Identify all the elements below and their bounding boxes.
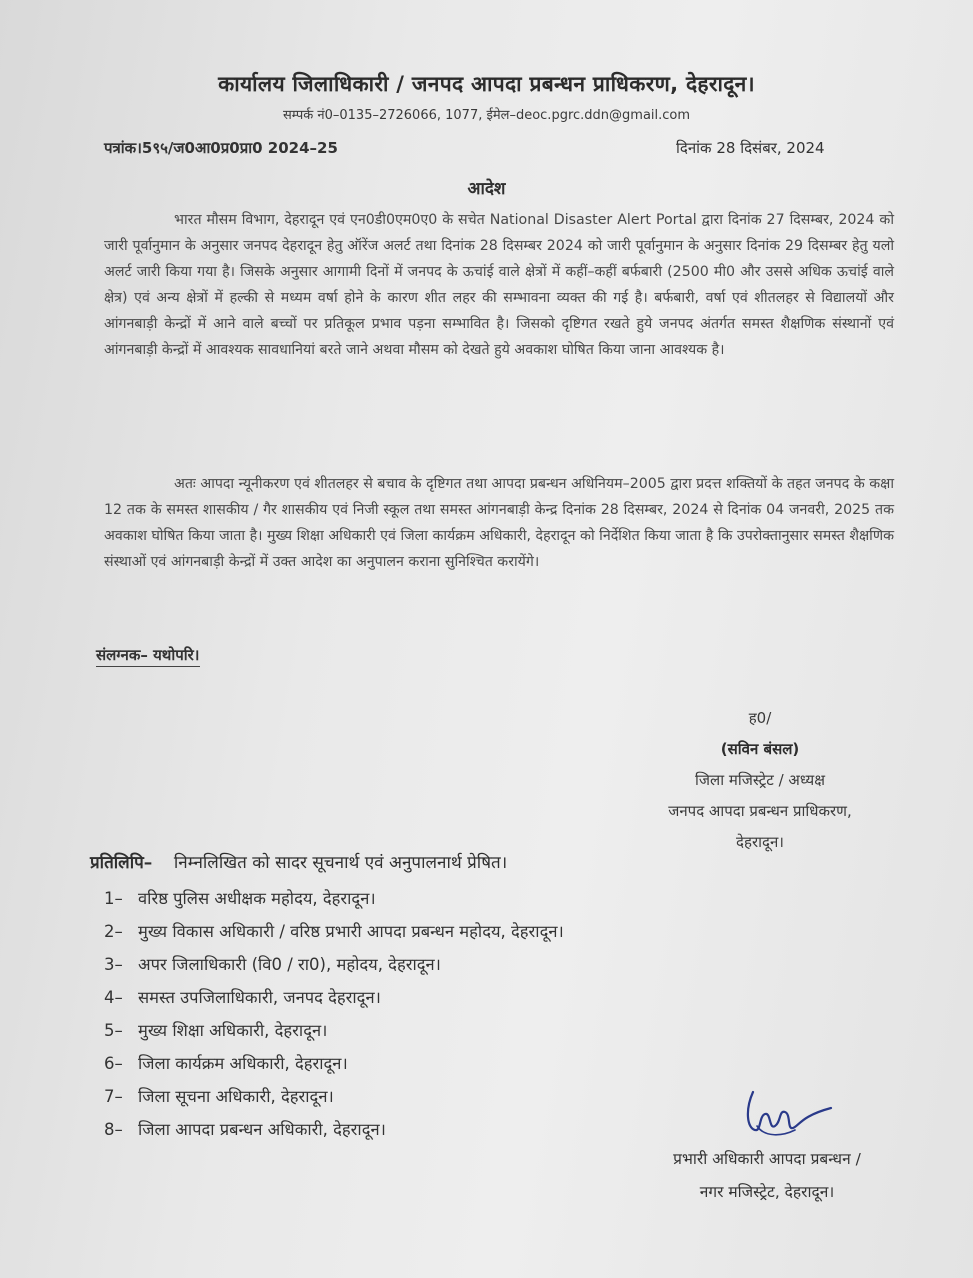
recipient-text: मुख्य शिक्षा अधिकारी, देहरादून।: [138, 1021, 328, 1040]
signatory-name: (सविन बंसल): [720, 740, 800, 758]
recipient-list: [104, 882, 564, 1146]
recipient-number: 5–: [104, 1021, 123, 1040]
recipient-number: 6–: [104, 1054, 123, 1073]
list-item: [104, 1047, 564, 1080]
recipient-number: 3–: [104, 955, 123, 974]
contact-line: सम्पर्क नं0–0135–2726066, 1077, ईमेल–deoc.pgrc.ddn@gmail.com: [282, 108, 691, 123]
copy-to-intro: [90, 850, 507, 873]
footer-officer-line-2: नगर मजिस्ट्रेट, देहरादून।: [699, 1183, 835, 1201]
list-item: [104, 1113, 564, 1146]
recipient-number: 4–: [104, 988, 123, 1007]
office-header: कार्यालय जिलाधिकारी / जनपद आपदा प्रबन्धन प्राधिकरण, देहरादून।: [218, 72, 755, 96]
reference-date: दिनांक 28 दिसंबर, 2024: [676, 139, 825, 157]
recipient-text: मुख्य विकास अधिकारी / वरिष्ठ प्रभारी आपदा प्रबन्धन महोदय, देहरादून।: [138, 922, 564, 941]
list-item: [104, 1080, 564, 1113]
order-heading: आदेश: [467, 179, 506, 199]
list-item: [104, 948, 564, 981]
list-item: [104, 1014, 564, 1047]
list-item: [104, 882, 564, 915]
recipient-number: 2–: [104, 922, 123, 941]
recipient-number: 7–: [104, 1087, 123, 1106]
recipient-text: अपर जिलाधिकारी (वि0 / रा0), महोदय, देहरादून।: [138, 955, 441, 974]
recipient-text: वरिष्ठ पुलिस अधीक्षक महोदय, देहरादून।: [138, 889, 376, 908]
recipient-text: जिला सूचना अधिकारी, देहरादून।: [138, 1087, 334, 1106]
signatory-place: देहरादून।: [736, 833, 784, 851]
footer-officer-block: [612, 1143, 922, 1209]
signatory-block: [600, 703, 920, 858]
recipient-text: समस्त उपजिलाधिकारी, जनपद देहरादून।: [138, 988, 381, 1007]
list-item: [104, 915, 564, 948]
recipient-text: जिला आपदा प्रबन्धन अधिकारी, देहरादून।: [138, 1120, 386, 1139]
recipient-number: 8–: [104, 1120, 123, 1139]
reference-number: पत्रांक।5९५/ज0आ0प्र0प्रा0 2024–25: [104, 139, 338, 157]
signatory-authority: जनपद आपदा प्रबन्धन प्राधिकरण,: [668, 802, 852, 820]
copy-to-intro-text: निम्नलिखित को सादर सूचनार्थ एवं अनुपालनार्थ प्रेषित।: [173, 853, 508, 873]
order-paragraph-1: भारत मौसम विभाग, देहरादून एवं एन0डी0एम0ए0 के सचेत National Disaster Alert Portal द्वारा दिनांक 27 दिसम्बर, 2024 को जारी पूर्वानुमान के अनुसार जनपद देहरादून हेतु ऑरेंज अलर्ट तथा दिनांक 28 दिसम्बर 2024 को जारी पूर्वानुमान के अनुसार दिनांक 29 दिसम्बर हेतु यलो अलर्ट जारी किया गया है। जिसके अनुसार आगामी दिनों में जनपद के ऊचांई वाले क्षेत्रों में कहीं–कहीं बर्फबारी (2500 मी0 और उससे अधिक ऊचांई वाले क्षेत्र) एवं अन्य क्षेत्रों में हल्की से मध्यम वर्षा होने के कारण शीत लहर की सम्भावना व्यक्त की गई है। बर्फबारी, वर्षा एवं शीतलहर से विद्यालयों और आंगनबाड़ी केन्द्रों में आने वाले बच्चों पर प्रतिकूल प्रभाव पड़ना सम्भावित है। जिसको दृष्टिगत रखते हुये जनपद अंतर्गत समस्त शैक्षणिक संस्थानों एवं आंगनबाड़ी केन्द्रों में आवश्यक सावधानियां बरते जाने अथवा मौसम को देखते हुये अवकाश घोषित किया जाना आवश्यक है।: [104, 212, 894, 358]
recipient-text: जिला कार्यक्रम अधिकारी, देहरादून।: [138, 1054, 348, 1073]
recipient-number: 1–: [104, 889, 123, 908]
handwritten-signature: [735, 1080, 845, 1150]
order-paragraph-2: अतः आपदा न्यूनीकरण एवं शीतलहर से बचाव के दृष्टिगत तथा आपदा प्रबन्धन अधिनियम–2005 द्वारा प्रदत्त शक्तियों के तहत जनपद के कक्षा 12 तक के समस्त शासकीय / गैर शासकीय एवं निजी स्कूल तथा समस्त आंगनबाड़ी केन्द्र दिनांक 28 दिसम्बर, 2024 से दिनांक 04 जनवरी, 2025 तक अवकाश घोषित किया जाता है। मुख्य शिक्षा अधिकारी एवं जिला कार्यक्रम अधिकारी, देहरादून को निर्देशित किया जाता है कि उपरोक्तानुसार समस्त शैक्षणिक संस्थाओं एवं आंगनबाड़ी केन्द्रों में उक्त आदेश का अनुपालन कराना सुनिश्चित करायेंगे।: [104, 476, 894, 570]
signed-mark: ह0/: [748, 709, 772, 727]
enclosure-note: संलग्नक– यथोपरि।: [96, 645, 200, 667]
copy-to-caption: प्रतिलिपि–: [90, 853, 153, 873]
footer-officer-line-1: प्रभारी अधिकारी आपदा प्रबन्धन /: [673, 1150, 861, 1168]
signatory-designation: जिला मजिस्ट्रेट / अध्यक्ष: [695, 771, 825, 789]
list-item: [104, 981, 564, 1014]
